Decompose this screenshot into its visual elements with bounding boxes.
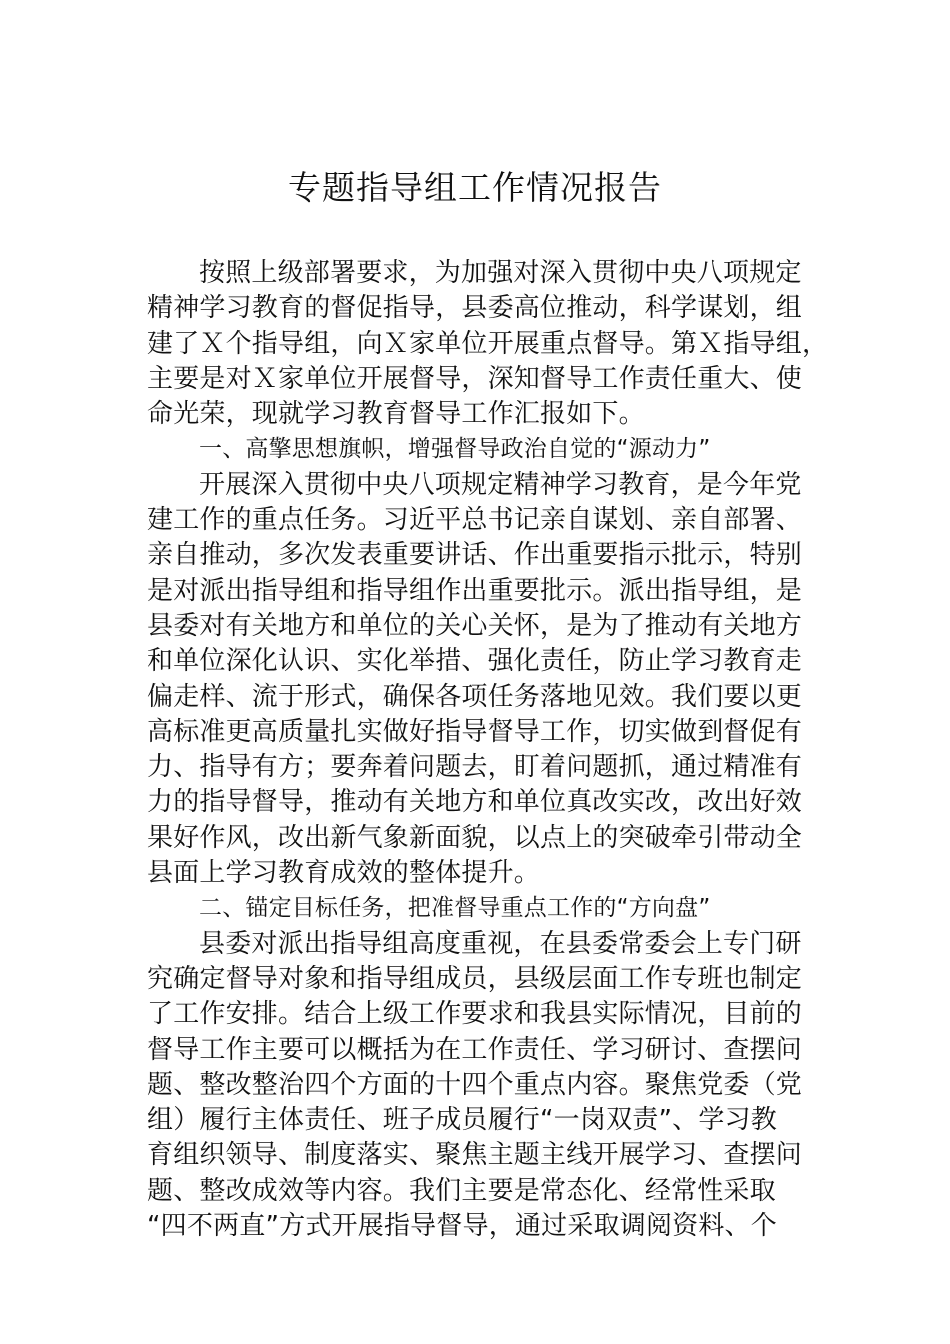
body-text-line: 偏走样、流于形式，确保各项任务落地见效。我们要以更 xyxy=(147,681,803,712)
body-text-line: 命光荣，现就学习教育督导工作汇报如下。 xyxy=(147,399,645,430)
section-heading: 二、锚定目标任务，把准督导重点工作的“方向盘” xyxy=(199,895,711,922)
body-text-line: 力、指导有方；要奔着问题去，盯着问题抓，通过精准有 xyxy=(147,752,803,783)
section-heading: 一、高擎思想旗帜，增强督导政治自觉的“源动力” xyxy=(199,436,711,463)
body-text-line: 了工作安排。结合上级工作要求和我县实际情况，目前的 xyxy=(147,999,803,1030)
body-text-line: 究确定督导对象和指导组成员，县级层面工作专班也制定 xyxy=(147,963,803,994)
body-text-line: 县委对派出指导组高度重视，在县委常委会上专门研 xyxy=(199,928,802,959)
body-text-line: 主要是对Ｘ家单位开展督导，深知督导工作责任重大、使 xyxy=(147,363,803,394)
document-title: 专题指导组工作情况报告 xyxy=(288,168,662,207)
document-body xyxy=(147,256,829,1244)
body-text-line: “四不两直”方式开展指导督导，通过采取调阅资料、个 xyxy=(147,1211,777,1242)
body-text-line: 精神学习教育的督促指导，县委高位推动，科学谋划，组 xyxy=(147,293,803,324)
body-text-line: 题、整改整治四个方面的十四个重点内容。聚焦党委（党 xyxy=(147,1069,803,1100)
body-text-line: 督导工作主要可以概括为在工作责任、学习研讨、查摆问 xyxy=(147,1034,803,1065)
body-text-line: 县面上学习教育成效的整体提升。 xyxy=(147,858,541,889)
body-text-line: 建了Ｘ个指导组，向Ｘ家单位开展重点督导。第Ｘ指导组， xyxy=(147,328,829,359)
body-text-line: 建工作的重点任务。习近平总书记亲自谋划、亲自部署、 xyxy=(147,505,803,536)
body-text-line: 和单位深化认识、实化举措、强化责任，防止学习教育走 xyxy=(147,646,803,677)
body-text-line: 是对派出指导组和指导组作出重要批示。派出指导组，是 xyxy=(147,575,803,606)
body-text-line: 亲自推动，多次发表重要讲话、作出重要指示批示，特别 xyxy=(147,540,803,571)
body-text-line: 开展深入贯彻中央八项规定精神学习教育，是今年党 xyxy=(199,469,802,500)
body-text-line: 题、整改成效等内容。我们主要是常态化、经常性采取 xyxy=(147,1175,776,1206)
body-text-line: 果好作风，改出新气象新面貌，以点上的突破牵引带动全 xyxy=(147,822,803,853)
body-text-line: 育组织领导、制度落实、聚焦主题主线开展学习、查摆问 xyxy=(147,1140,803,1171)
body-text-line: 组）履行主体责任、班子成员履行“一岗双责”、学习教 xyxy=(147,1105,777,1136)
body-text-line: 高标准更高质量扎实做好指导督导工作，切实做到督促有 xyxy=(147,716,803,747)
body-text-line: 县委对有关地方和单位的关心关怀，是为了推动有关地方 xyxy=(147,610,803,641)
body-text-line: 力的指导督导，推动有关地方和单位真改实改，改出好效 xyxy=(147,787,803,818)
body-text-line: 按照上级部署要求，为加强对深入贯彻中央八项规定 xyxy=(199,258,802,288)
